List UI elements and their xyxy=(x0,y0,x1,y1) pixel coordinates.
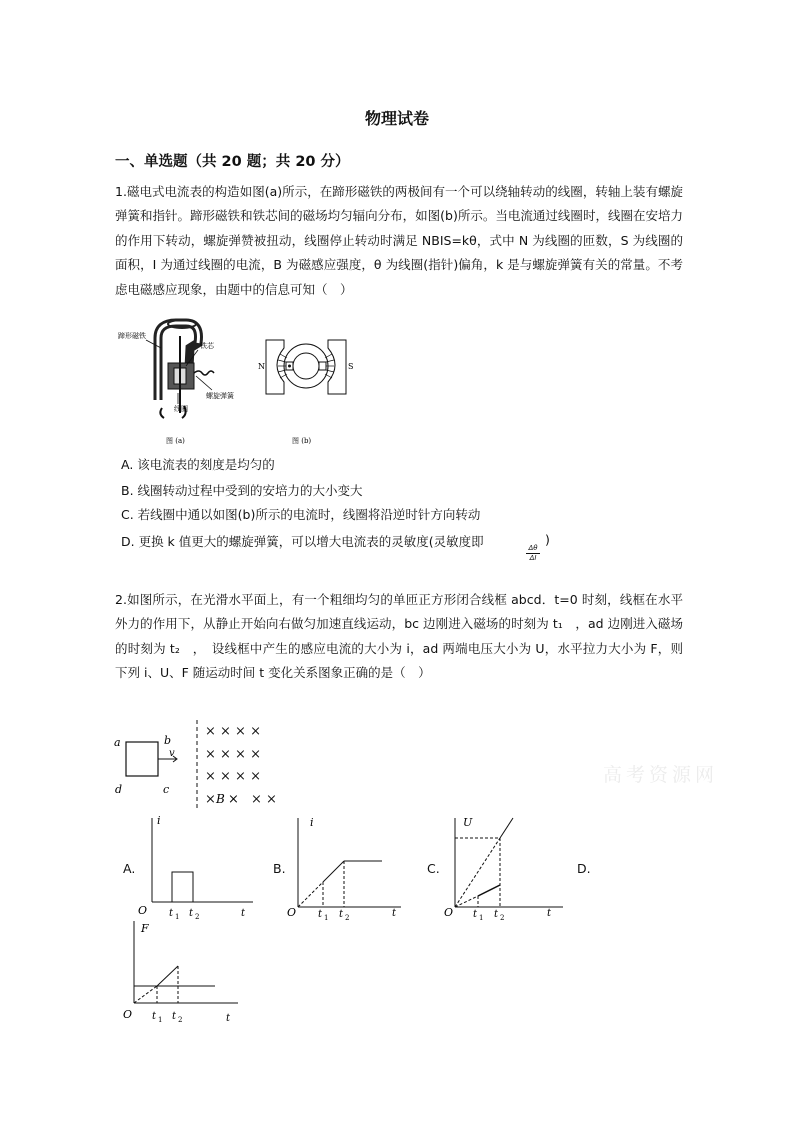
question-1-stem: 1.磁电式电流表的构造如图(a)所示，在蹄形磁铁的两极间有一个可以绕轴转动的线圈，转轴上装有螺旋弹簧和指针。蹄形磁铁和铁芯间的磁场均匀辐向分布，如图(b)所示。当电流通过线圈时，线圈在安培力的作用下转动，螺旋弹赞被扭动，线圈停止转动时满足 NBIS=kθ，式中 N 为线圈的匝数，S 为线圈的面积，I 为通过线圈的电流，B 为磁感应强度，θ 为线圈(指针)偏角，k 是与螺旋弹簧有关的常量。不考虑电磁感应现象，由题中的信息可知（ ） xyxy=(115,184,683,297)
svg-text:t: t xyxy=(169,908,174,919)
page-title: 物理试卷 xyxy=(364,109,429,128)
svg-text:O: O xyxy=(444,906,454,919)
q1-option-d-close: ) xyxy=(545,532,550,547)
svg-text:×: × xyxy=(228,792,239,807)
label-b: b xyxy=(164,734,172,747)
svg-text:t: t xyxy=(172,1011,177,1022)
svg-text:t: t xyxy=(318,909,323,920)
graph-option-c-label[interactable]: C. xyxy=(427,861,440,876)
svg-text:t: t xyxy=(392,908,397,919)
svg-text:O: O xyxy=(123,1008,133,1021)
label-c: c xyxy=(163,783,170,796)
svg-text:F: F xyxy=(141,922,149,935)
figure-frame-field xyxy=(110,718,300,810)
label-spring: 螺旋弹簧 xyxy=(206,392,234,400)
svg-text:× × × ×: × × × × xyxy=(205,747,261,762)
svg-text:1: 1 xyxy=(175,913,180,921)
label-s-pole: S xyxy=(348,362,354,371)
graph-option-b-label[interactable]: B. xyxy=(273,861,286,876)
figure-b-radial-field xyxy=(256,330,356,448)
svg-text:t: t xyxy=(547,908,552,919)
label-n-pole: N xyxy=(258,362,265,371)
fraction-numerator: Δθ xyxy=(528,544,538,552)
graph-b-current xyxy=(286,812,406,922)
q1-option-d[interactable]: D. 更换 k 值更大的螺旋弹簧，可以增大电流表的灵敏度(灵敏度即 xyxy=(121,534,484,549)
svg-text:O: O xyxy=(287,906,297,919)
svg-text:×: × xyxy=(205,792,216,807)
svg-text:2: 2 xyxy=(345,914,350,922)
sensitivity-fraction xyxy=(524,544,542,563)
q1-option-a[interactable]: A. 该电流表的刻度是均匀的 xyxy=(121,457,275,472)
watermark: 高考资源网 xyxy=(603,764,719,786)
section-heading: 一、单选题（共 20 题；共 20 分） xyxy=(115,154,350,170)
svg-text:2: 2 xyxy=(178,1016,183,1024)
svg-text:t: t xyxy=(152,1011,157,1022)
svg-text:1: 1 xyxy=(479,914,484,922)
label-magnet: 蹄形磁铁 xyxy=(118,332,146,340)
svg-text:1: 1 xyxy=(158,1016,163,1024)
svg-text:2: 2 xyxy=(195,913,200,921)
svg-text:× ×: × × xyxy=(251,792,277,807)
svg-text:t: t xyxy=(339,909,344,920)
q1-option-c[interactable]: C. 若线圈中通以如图(b)所示的电流时，线圈将沿逆时针方向转动 xyxy=(121,507,481,522)
svg-text:1: 1 xyxy=(324,914,329,922)
question-2-stem: 2.如图所示，在光滑水平面上，有一个粗细均匀的单匝正方形闭合线框 abcd．t=0 时刻，线框在水平外力的作用下，从静止开始向右做匀加速直线运动，bc 边刚进入磁场的时刻为 t₁ ，ad 边刚进入磁场的时刻为 t₂ ， 设线框中产生的感应电流的大小为 i，ad 两端电压大小为 U，水平拉力大小为 F，则下列 i、U、F 随运动时间 t 变化关系图象正确的是（ ） xyxy=(115,592,683,681)
svg-text:t: t xyxy=(241,908,246,919)
svg-text:t: t xyxy=(226,1013,231,1024)
graph-d-force xyxy=(120,915,245,1025)
label-coil: 线圈 xyxy=(174,405,188,413)
svg-text:× × × ×: × × × × xyxy=(205,769,261,784)
svg-text:i: i xyxy=(310,816,314,829)
label-core: 铁芯 xyxy=(200,342,214,350)
label-v: v xyxy=(169,748,175,759)
svg-text:t: t xyxy=(189,908,194,919)
fraction-denominator: ΔI xyxy=(529,554,537,562)
label-a: a xyxy=(114,736,121,749)
q1-option-b[interactable]: B. 线圈转动过程中受到的安培力的大小变大 xyxy=(121,483,363,498)
svg-text:t: t xyxy=(494,909,499,920)
caption-a: 图 (a) xyxy=(166,437,185,445)
label-d: d xyxy=(115,783,123,796)
svg-text:× × × ×: × × × × xyxy=(205,724,261,739)
graph-c-voltage xyxy=(443,812,568,922)
svg-text:t: t xyxy=(473,909,478,920)
graph-option-d-label[interactable]: D. xyxy=(577,861,591,876)
graph-a-current xyxy=(135,812,255,922)
caption-b: 图 (b) xyxy=(292,437,312,445)
svg-text:U: U xyxy=(463,816,473,829)
label-field-b: B xyxy=(216,792,225,806)
graph-option-a-label[interactable]: A. xyxy=(123,861,136,876)
figure-a-ammeter xyxy=(116,318,236,448)
svg-text:2: 2 xyxy=(500,914,505,922)
svg-text:i: i xyxy=(157,814,161,827)
svg-text:O: O xyxy=(138,904,148,917)
